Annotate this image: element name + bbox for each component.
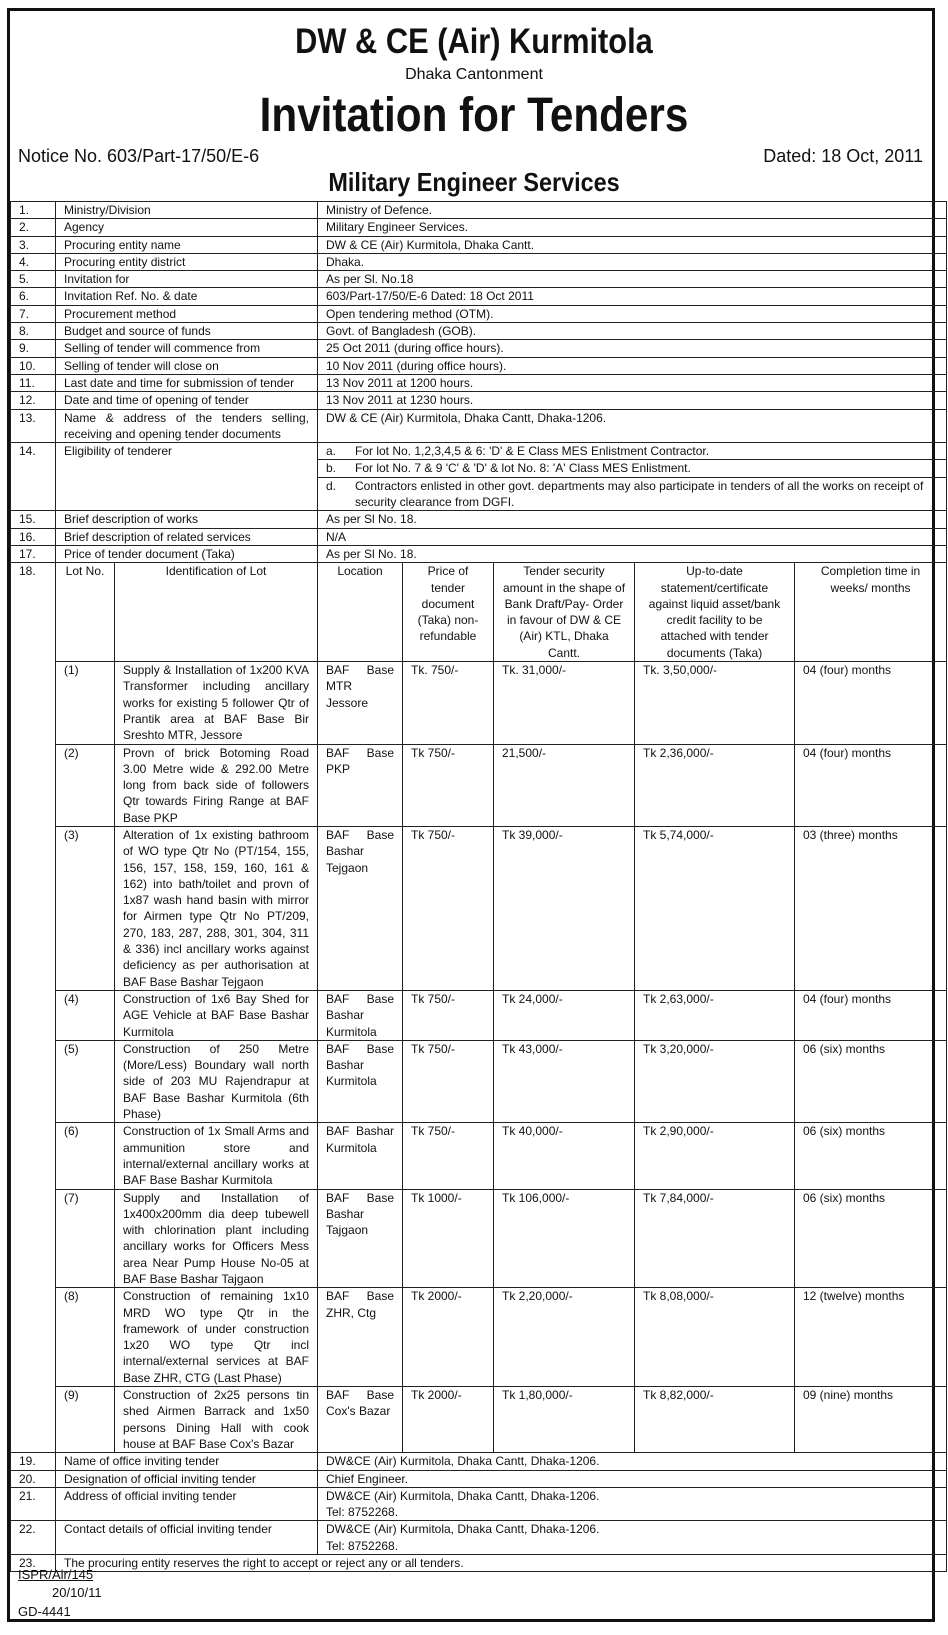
row-value: As per Sl. No.18 (318, 271, 947, 288)
row-number: 11. (11, 374, 56, 391)
footer-ref: ISPR/Air/145 (18, 1567, 94, 1582)
lot-location: BAF Base Bashar Tejgaon (318, 826, 403, 990)
row-value: N/A (318, 528, 947, 545)
footer-code: GD-4441 (18, 1604, 71, 1619)
lot-liquid-asset: Tk 5,74,000/- (635, 826, 795, 990)
row-number: 23. (11, 1555, 56, 1572)
lots-column-header: Tender security amount in the shape of Bank Draft/Pay- Order in favour of DW & CE (Air) KTL, Dhaka Cantt. (494, 563, 635, 662)
row-label: Procurement method (56, 305, 318, 322)
lot-completion-time: 06 (six) months (795, 1123, 947, 1189)
final-statement: The procuring entity reserves the right to accept or reject any or all tenders. (56, 1555, 947, 1572)
lot-row (11, 1387, 947, 1453)
lot-description: Construction of remaining 1x10 MRD WO type Qtr in the framework of under construction 1x20 WO type Qtr incl internal/external services at BAF Base ZHR, CTG (Last Phase) (115, 1288, 318, 1387)
lot-security: Tk 39,000/- (494, 826, 635, 990)
table-row (11, 202, 947, 219)
eligibility-item (318, 478, 946, 511)
row-label: Name of office inviting tender (56, 1453, 318, 1470)
footer-date: 20/10/11 (52, 1585, 102, 1600)
row-number: 8. (11, 323, 56, 340)
table-row (11, 219, 947, 236)
table-row (11, 1453, 947, 1470)
lots-column-header: Location (318, 563, 403, 662)
eligibility-key: a. (326, 444, 337, 459)
row-number: 20. (11, 1470, 56, 1487)
lot-liquid-asset: Tk 2,90,000/- (635, 1123, 795, 1189)
lot-liquid-asset: Tk 8,82,000/- (635, 1387, 795, 1453)
table-row (11, 271, 947, 288)
lot-number: (9) (56, 1387, 115, 1453)
lot-location: BAF Base Cox's Bazar (318, 1387, 403, 1453)
row-number: 15. (11, 511, 56, 528)
row-value-phone: Tel: 8752268. (326, 1505, 399, 1520)
lot-security: Tk 106,000/- (494, 1189, 635, 1288)
lot-number: (3) (56, 826, 115, 990)
lot-description: Supply and Installation of 1x400x200mm dia deep tubewell with chlorination plant including ancillary works for Officers Mess area Near Pump House No-05 at BAF Base Bashar Tajgaon (115, 1189, 318, 1288)
row-number: 3. (11, 236, 56, 253)
row-value: Military Engineer Services. (318, 219, 947, 236)
row-number: 16. (11, 528, 56, 545)
row-label: Last date and time for submission of tender (56, 374, 318, 391)
table-row (11, 236, 947, 253)
eligibility-key: d. (326, 478, 337, 493)
row-number: 18. (11, 563, 56, 1453)
lot-completion-time: 09 (nine) months (795, 1387, 947, 1453)
row-label: Selling of tender will close on (56, 357, 318, 374)
notice-number: Notice No. 603/Part-17/50/E-6 (18, 146, 260, 166)
lot-number: (2) (56, 744, 115, 826)
lot-security: Tk 24,000/- (494, 990, 635, 1040)
row-number: 10. (11, 357, 56, 374)
lots-column-header: Completion time in weeks/ months (795, 563, 947, 662)
lot-liquid-asset: Tk 2,36,000/- (635, 744, 795, 826)
lots-column-header: Lot No. (56, 563, 115, 662)
lot-price: Tk 750/- (403, 1123, 494, 1189)
notice-date: Dated: 18 Oct, 2011 (763, 146, 923, 166)
row-number: 6. (11, 288, 56, 305)
row-label: Brief description of works (56, 511, 318, 528)
eligibility-item (318, 460, 946, 477)
lot-liquid-asset: Tk 7,84,000/- (635, 1189, 795, 1288)
row-value: Open tendering method (OTM). (318, 305, 947, 322)
lot-security: 21,500/- (494, 744, 635, 826)
lot-completion-time: 03 (three) months (795, 826, 947, 990)
lot-row (11, 1189, 947, 1288)
row-label: Date and time of opening of tender (56, 392, 318, 409)
lot-liquid-asset: Tk 2,63,000/- (635, 990, 795, 1040)
table-row (11, 409, 947, 443)
lots-column-header: Up-to-date statement/certificate against liquid asset/bank credit facility to be attached with tender documents (Taka) (635, 563, 795, 662)
lot-completion-time: 04 (four) months (795, 744, 947, 826)
lot-liquid-asset: Tk 3,20,000/- (635, 1040, 795, 1122)
row-label: Ministry/Division (56, 202, 318, 219)
eligibility-text: For lot No. 1,2,3,4,5 & 6: 'D' & E Class MES Enlistment Contractor. (355, 444, 710, 459)
table-row (11, 511, 947, 528)
lot-liquid-asset: Tk. 3,50,000/- (635, 662, 795, 744)
row-value: DW & CE (Air) Kurmitola, Dhaka Cantt, Dhaka-1206. (318, 409, 947, 443)
row-label: Price of tender document (Taka) (56, 545, 318, 562)
row-value-line: DW&CE (Air) Kurmitola, Dhaka Cantt, Dhaka-1206. (326, 1488, 600, 1503)
lot-liquid-asset: Tk 8,08,000/- (635, 1288, 795, 1387)
row-value: 13 Nov 2011 at 1230 hours. (318, 392, 947, 409)
tender-table (10, 201, 947, 1572)
row-number: 22. (11, 1521, 56, 1555)
row-label: Contact details of official inviting tender (56, 1521, 318, 1555)
lot-number: (8) (56, 1288, 115, 1387)
lot-completion-time: 06 (six) months (795, 1040, 947, 1122)
row-label: Procuring entity district (56, 253, 318, 270)
row-label: Procuring entity name (56, 236, 318, 253)
lot-price: Tk 750/- (403, 990, 494, 1040)
row-label: Selling of tender will commence from (56, 340, 318, 357)
row-value: DW&CE (Air) Kurmitola, Dhaka Cantt, Dhaka-1206. (318, 1453, 947, 1470)
lot-price: Tk 1000/- (403, 1189, 494, 1288)
lot-row (11, 1123, 947, 1189)
lot-security: Tk 2,20,000/- (494, 1288, 635, 1387)
lot-security: Tk 1,80,000/- (494, 1387, 635, 1453)
lot-row (11, 990, 947, 1040)
lot-location: BAF Base Bashar Kurmitola (318, 1040, 403, 1122)
lots-column-header: Price of tender document (Taka) non-refundable (403, 563, 494, 662)
lot-description: Construction of 250 Metre (More/Less) Boundary wall north side of 203 MU Rajendrapur at BAF Base Bashar Kurmitola (6th Phase) (115, 1040, 318, 1122)
org-title: DW & CE (Air) Kurmitola (295, 22, 653, 61)
lot-location: BAF Base PKP (318, 744, 403, 826)
eligibility-row (11, 443, 947, 511)
lot-row (11, 662, 947, 744)
lot-row (11, 826, 947, 990)
row-label: Invitation Ref. No. & date (56, 288, 318, 305)
table-row (11, 323, 947, 340)
row-number: 1. (11, 202, 56, 219)
lot-completion-time: 04 (four) months (795, 990, 947, 1040)
eligibility-key: b. (326, 461, 337, 476)
eligibility-text: Contractors enlisted in other govt. departments may also participate in tenders of all the works on receipt of security clearance from DGFI. (355, 478, 924, 510)
row-value: Govt. of Bangladesh (GOB). (318, 323, 947, 340)
org-location: Dhaka Cantonment (405, 66, 543, 83)
row-value: Chief Engineer. (318, 1470, 947, 1487)
row-number: 7. (11, 305, 56, 322)
eligibility-list (318, 443, 947, 511)
lot-description: Construction of 2x25 persons tin shed Airmen Barrack and 1x50 persons Dining Hall with cook house at BAF Base Cox's Bazar (115, 1387, 318, 1453)
table-row (11, 305, 947, 322)
lot-number: (7) (56, 1189, 115, 1288)
row-value: Dhaka. (318, 253, 947, 270)
table-row (11, 357, 947, 374)
lot-price: Tk 2000/- (403, 1387, 494, 1453)
lots-header-row (11, 563, 947, 662)
row-value (318, 1521, 947, 1555)
lot-price: Tk 750/- (403, 1040, 494, 1122)
lot-security: Tk 40,000/- (494, 1123, 635, 1189)
row-value: 603/Part-17/50/E-6 Dated: 18 Oct 2011 (318, 288, 947, 305)
table-row (11, 340, 947, 357)
lot-security: Tk 43,000/- (494, 1040, 635, 1122)
lot-number: (5) (56, 1040, 115, 1122)
row-number: 14. (11, 443, 56, 511)
lot-price: Tk 750/- (403, 826, 494, 990)
lot-location: BAF Base MTR Jessore (318, 662, 403, 744)
table-row (11, 288, 947, 305)
lot-security: Tk. 31,000/- (494, 662, 635, 744)
lot-number: (1) (56, 662, 115, 744)
lot-location: BAF Bashar Kurmitola (318, 1123, 403, 1189)
row-number: 19. (11, 1453, 56, 1470)
row-number: 21. (11, 1487, 56, 1521)
row-label: Address of official inviting tender (56, 1487, 318, 1521)
lot-description: Alteration of 1x existing bathroom of WO type Qtr No (PT/154, 155, 156, 157, 158, 159, 160, 161 & 162) into bath/toilet and provn of 1x87 wash hand basin with mirror for Airmen type Qtr No PT/209, 270, 183, 287, 288, 301, 304, 311 & 336) incl ancillary works against deficiency as per authorisation at BAF Base Bashar Tejgaon (115, 826, 318, 990)
lot-number: (6) (56, 1123, 115, 1189)
lot-row (11, 1288, 947, 1387)
row-label: Budget and source of funds (56, 323, 318, 340)
row-number: 4. (11, 253, 56, 270)
eligibility-text: For lot No. 7 & 9 'C' & 'D' & lot No. 8: 'A' Class MES Enlistment. (355, 461, 691, 476)
lot-description: Construction of 1x Small Arms and ammunition store and internal/external ancillary works at BAF Base Bashar Kurmitola (115, 1123, 318, 1189)
row-value: As per Sl No. 18. (318, 511, 947, 528)
lot-completion-time: 04 (four) months (795, 662, 947, 744)
table-row (11, 374, 947, 391)
lot-location: BAF Base ZHR, Ctg (318, 1288, 403, 1387)
lot-description: Construction of 1x6 Bay Shed for AGE Vehicle at BAF Base Bashar Kurmitola (115, 990, 318, 1040)
page-title: Invitation for Tenders (259, 89, 689, 142)
row-value: 25 Oct 2011 (during office hours). (318, 340, 947, 357)
row-label: Invitation for (56, 271, 318, 288)
table-row (11, 253, 947, 270)
row-number: 9. (11, 340, 56, 357)
table-row (11, 1487, 947, 1521)
lot-number: (4) (56, 990, 115, 1040)
row-label: Eligibility of tenderer (56, 443, 318, 511)
row-label: Brief description of related services (56, 528, 318, 545)
lot-location: BAF Base Bashar Kurmitola (318, 990, 403, 1040)
row-label: Designation of official inviting tender (56, 1470, 318, 1487)
row-value-line: DW&CE (Air) Kurmitola, Dhaka Cantt, Dhaka-1206. (326, 1522, 600, 1537)
lot-location: BAF Base Bashar Tajgaon (318, 1189, 403, 1288)
row-value: DW & CE (Air) Kurmitola, Dhaka Cantt. (318, 236, 947, 253)
lot-completion-time: 06 (six) months (795, 1189, 947, 1288)
eligibility-item (318, 443, 946, 460)
row-value (318, 1487, 947, 1521)
subtitle: Military Engineer Services (328, 167, 620, 197)
row-value: As per Sl No. 18. (318, 545, 947, 562)
row-value: 10 Nov 2011 (during office hours). (318, 357, 947, 374)
lot-price: Tk. 750/- (403, 662, 494, 744)
lot-row (11, 744, 947, 826)
row-number: 17. (11, 545, 56, 562)
row-number: 2. (11, 219, 56, 236)
table-row (11, 1470, 947, 1487)
row-number: 13. (11, 409, 56, 443)
row-value-phone: Tel: 8752268. (326, 1538, 399, 1553)
lot-completion-time: 12 (twelve) months (795, 1288, 947, 1387)
row-number: 12. (11, 392, 56, 409)
row-value: Ministry of Defence. (318, 202, 947, 219)
lot-price: Tk 750/- (403, 744, 494, 826)
row-number: 5. (11, 271, 56, 288)
table-row (11, 528, 947, 545)
lot-price: Tk 2000/- (403, 1288, 494, 1387)
row-value: 13 Nov 2011 at 1200 hours. (318, 374, 947, 391)
table-row (11, 1521, 947, 1555)
lots-column-header: Identification of Lot (115, 563, 318, 662)
lot-description: Supply & Installation of 1x200 KVA Transformer including ancillary works for existing 5 follower Qtr of Prantik area at BAF Base Bir Sreshto MTR, Jessore (115, 662, 318, 744)
table-row (11, 392, 947, 409)
row-label: Name & address of the tenders selling, receiving and opening tender documents (56, 409, 318, 443)
row-label: Agency (56, 219, 318, 236)
table-row (11, 545, 947, 562)
final-row (11, 1555, 947, 1572)
lot-row (11, 1040, 947, 1122)
lot-description: Provn of brick Botoming Road 3.00 Metre wide & 292.00 Metre long from back side of followers Qtr towards Firing Range at BAF Base PKP (115, 744, 318, 826)
